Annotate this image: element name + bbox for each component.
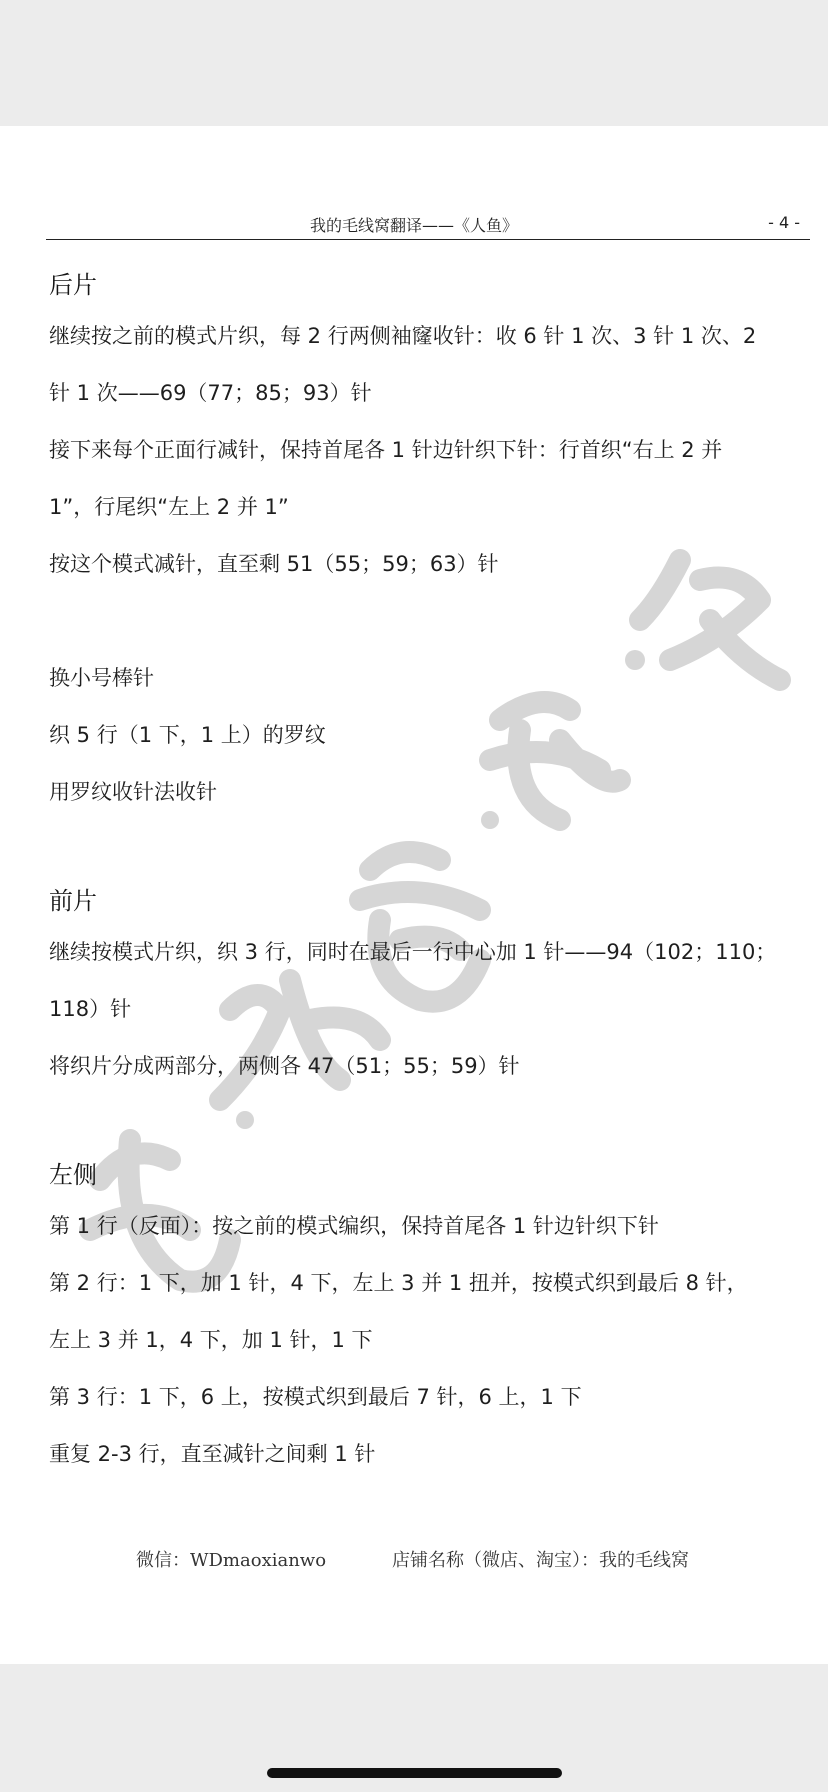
text-line: 继续按模式片织，织 3 行，同时在最后一行中心加 1 针——94（102；110； xyxy=(49,940,777,964)
document-body xyxy=(49,262,819,1483)
text-line: 将织片分成两部分，两侧各 47（51；55；59）针 xyxy=(49,1054,520,1078)
section-title-front: 前片 xyxy=(49,887,97,915)
header-divider xyxy=(46,239,810,240)
text-line: 118）针 xyxy=(49,997,132,1021)
text-line: 接下来每个正面行减针，保持首尾各 1 针边针织下针：行首织“右上 2 并 xyxy=(49,438,723,462)
text-line: 第 3 行：1 下，6 上，按模式织到最后 7 针，6 上，1 下 xyxy=(49,1385,582,1409)
text-line: 按这个模式减针，直至剩 51（55；59；63）针 xyxy=(49,552,499,576)
text-line: 1”，行尾织“左上 2 并 1” xyxy=(49,495,289,519)
spacer xyxy=(49,1095,819,1152)
page-number: - 4 - xyxy=(768,213,800,232)
spacer xyxy=(49,821,819,878)
text-line: 第 2 行：1 下，加 1 针，4 下，左上 3 并 1 扭并，按模式织到最后 8 针， xyxy=(49,1271,748,1295)
text-line: 针 1 次——69（77；85；93）针 xyxy=(49,381,372,405)
home-indicator[interactable] xyxy=(267,1768,562,1778)
footer-shop-name: 店铺名称（微店、淘宝）：我的毛线窝 xyxy=(392,1550,689,1571)
footer-wechat: 微信：WDmaoxianwo xyxy=(136,1550,327,1571)
text-line: 重复 2-3 行，直至减针之间剩 1 针 xyxy=(49,1442,376,1466)
text-line: 继续按之前的模式片织，每 2 行两侧袖窿收针：收 6 针 1 次、3 针 1 次、2 xyxy=(49,324,757,348)
section-title-left: 左侧 xyxy=(49,1161,97,1189)
text-line: 换小号棒针 xyxy=(49,666,154,690)
top-status-band xyxy=(0,0,828,126)
text-line: 织 5 行（1 下，1 上）的罗纹 xyxy=(49,723,326,747)
section-title-back: 后片 xyxy=(49,271,97,299)
text-line: 左上 3 并 1，4 下，加 1 针，1 下 xyxy=(49,1328,373,1352)
document-header-title: 我的毛线窝翻译——《人鱼》 xyxy=(309,216,518,235)
text-line: 第 1 行（反面）：按之前的模式编织，保持首尾各 1 针边针织下针 xyxy=(49,1214,659,1238)
spacer xyxy=(49,593,819,650)
text-line: 用罗纹收针法收针 xyxy=(49,780,217,804)
